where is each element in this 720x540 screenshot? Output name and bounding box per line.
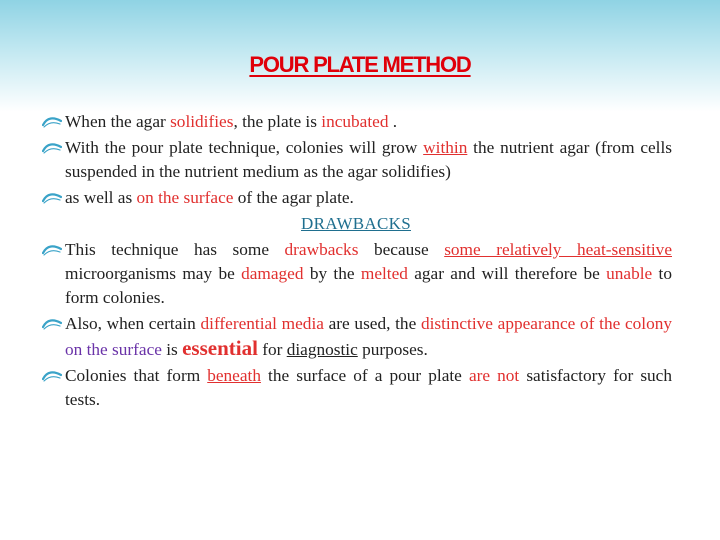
highlight-text: unable: [606, 264, 653, 283]
bullet-text: are used, the: [323, 314, 421, 333]
bullet-text: purposes.: [357, 340, 428, 359]
bullet-heat-sensitive: [40, 238, 672, 310]
bullet-agar-solidifies: [40, 110, 672, 134]
bullet-text: When the agar: [65, 112, 171, 131]
bullet-text: as well as: [65, 188, 137, 207]
wavy-swoosh-icon: [42, 312, 62, 341]
bullet-text: for: [257, 340, 287, 359]
bullet-colonies-beneath: [40, 364, 672, 412]
wavy-swoosh-icon: [42, 238, 62, 267]
highlight-text: distinctive appearance of the colony: [420, 314, 673, 333]
wavy-swoosh-icon: [42, 364, 62, 393]
bullet-on-surface: [40, 186, 672, 210]
emphasis-text: essential: [182, 336, 258, 360]
highlight-text: differential media: [200, 314, 324, 333]
bullet-text: Also, when certain: [65, 314, 201, 333]
bullet-text: by the: [303, 264, 361, 283]
highlight-text: incubated: [321, 112, 389, 131]
bullet-text: microorganisms may be: [65, 264, 242, 283]
bullet-text: satisfactory for such tests.: [65, 366, 672, 409]
bullet-text: With the pour plate technique, colonies will grow: [65, 138, 424, 157]
highlight-text: beneath: [207, 366, 261, 385]
wavy-swoosh-icon: [42, 136, 62, 165]
bullet-text: the nutrient agar (from cells suspended in the nutrient medium as the agar solidifies): [65, 138, 672, 181]
bullet-text: , the plate is: [233, 112, 322, 131]
highlight-text: on the surface: [65, 340, 162, 359]
highlight-text: some relatively heat-sensitive: [444, 240, 672, 259]
bullet-text: This technique has some: [65, 240, 285, 259]
drawbacks-subheading: DRAWBACKS: [301, 214, 411, 233]
highlight-text: damaged: [241, 264, 304, 283]
bullet-differential-media: [40, 312, 672, 362]
slide-title: POUR PLATE METHOD: [249, 52, 471, 77]
bullet-pour-plate-technique: [40, 136, 672, 184]
bullet-text: to form colonies.: [65, 264, 672, 307]
bullet-text: is: [161, 340, 183, 359]
bullet-text: .: [388, 112, 398, 131]
bullet-text: agar and will therefore be: [407, 264, 607, 283]
highlight-text: on the surface: [136, 188, 234, 207]
highlight-text: melted: [360, 264, 408, 283]
bullet-text: because: [358, 240, 445, 259]
highlight-text: drawbacks: [284, 240, 359, 259]
slide-body: [40, 110, 672, 412]
underlined-text: diagnostic: [286, 340, 358, 359]
bullet-text: the surface of a pour plate: [260, 366, 469, 385]
bullet-text: Colonies that form: [65, 366, 208, 385]
highlight-text: are not: [468, 366, 520, 385]
highlight-text: solidifies: [170, 112, 234, 131]
highlight-text: within: [423, 138, 468, 157]
bullet-text: of the agar plate.: [233, 188, 354, 207]
wavy-swoosh-icon: [42, 186, 62, 215]
wavy-swoosh-icon: [42, 110, 62, 139]
